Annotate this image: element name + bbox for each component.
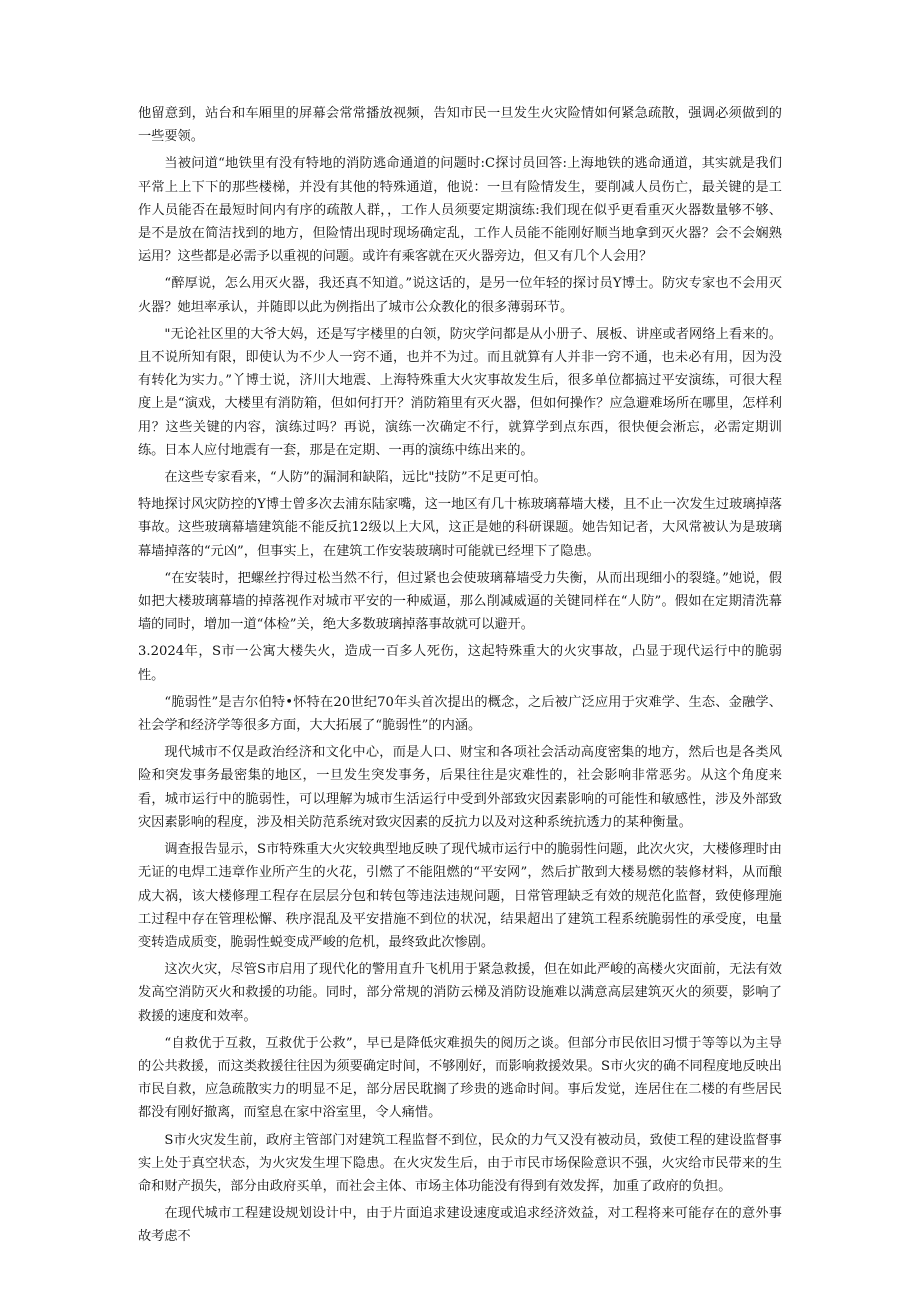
paragraph: “醉厚说，怎么用灭火器，我还真不知道。”说这话的，是另一位年轻的探讨员Y博士。防灾专家也不会用灭火器？她坦率承认，并随即以此为例指出了城市公众教化的很多薄弱环节。 [138, 276, 782, 315]
paragraph: 特地探讨风灾防控的Y博士曾多次去浦东陆家嘴，这一地区有几十栋玻璃幕墙大楼，且不止一次发生过玻璃掉落事故。这些玻璃幕墙建筑能不能反抗12级以上大风，这正是她的科研课题。她告知记者，大风常被认为是玻璃幕墙掉落的“元凶”，但事实上，在建筑工作安装玻璃时可能就已经埋下了隐患。 [138, 497, 782, 559]
paragraph: 3.2024年，S市一公寓大楼失火，造成一百多人死伤，这起特殊重大的火灾事故，凸显于现代运行中的脆弱性。 [138, 644, 782, 683]
document-body [138, 102, 782, 1253]
paragraph: 他留意到，站台和车厢里的屏幕会常常播放视频，告知市民一旦发生火灾险情如何紧急疏散，强调必须做到的一些要领。 [138, 106, 782, 145]
paragraph: “脆弱性”是吉尔伯特•怀特在20世纪70年头首次提出的概念，之后被广泛应用于灾难学、生态、金融学、社会学和经济学等很多方面，大大拓展了“脆弱性”的内涵。 [138, 694, 782, 734]
paragraph: “在安装时，把螺丝拧得过松当然不行，但过紧也会使玻璃幕墙受力失衡，从而出现细小的裂缝。”她说，假如把大楼玻璃幕墙的掉落视作对城市平安的一种威逼，那么削减威逼的关键同样在“人防”。假如在定期清洗幕墙的同时，增加一道“体检”关，绝大多数玻璃掉落事故就可以避开。 [138, 570, 782, 633]
paragraph: 现代城市不仅是政治经济和文化中心，而是人口、财宝和各项社会活动高度密集的地方，然后也是各类风险和突发事务最密集的地区，一旦发生突发事务，后果往往是灾难性的，社会影响非常恶劣。从这个角度来看，城市运行中的脆弱性，可以理解为城市生活运行中受到外部致灾因素影响的可能性和敏感性，涉及外部致灾因素影响的程度，涉及相关防范系统对致灾因素的反抗力以及对这种系统抗透力的某种衡量。 [138, 745, 782, 830]
paragraph: 这次火灾，尽管S市启用了现代化的警用直升飞机用于紧急救援，但在如此严峻的高楼火灾面前，无法有效发高空消防灭火和救援的功能。同时，部分常规的消防云梯及消防设施难以满意高层建筑灭火的须要，影响了救援的速度和效率。 [138, 962, 782, 1024]
paragraph: 当被问道“地铁里有没有特地的消防逃命通道的问题时:C探讨员回答:上海地铁的逃命通道，其实就是我们平常上上下下的那些楼梯，并没有其他的特殊通道，他说：一旦有险情发生，要削减人员伤亡，最关键的是工作人员能否在最短时间内有序的疏散人群，，工作人员须要定期演练:我们现在似乎更看重灭火器数量够不够、是不是放在简洁找到的地方，但险情出现时现场确定乱，工作人员能不能刚好顺当地拿到灭火器？会不会娴熟运用？这些都是必需予以重视的问题。或许有乘客就在灭火器旁边，但又有几个人会用？ [138, 156, 782, 265]
paragraph: “自救优于互救，互救优于公救”，早已是降低灾难损失的阅历之谈。但部分市民依旧习惯于等等以为主导的公共救援，而这类救援往往因为须要确定时间，不够刚好，而影响救援效果。S市火灾的确不同程度地反映出市民自救，应急疏散实力的明显不足，部分居民耽搁了珍贵的逃命时间。事后发觉，连居住在二楼的有些居民都没有刚好撤离，而窒息在家中浴室里，令人痛惜。 [138, 1035, 782, 1121]
paragraph: S市火灾发生前，政府主管部门对建筑工程监督不到位，民众的力气又没有被动员，致使工程的建设监督事实上处于真空状态，为火灾发生埋下隐患。在火灾发生后，由于市民市场保险意识不强，火灾给市民带来的生命和财产损失，部分由政府买单，而社会主体、市场主体功能没有得到有效发挥，加重了政府的负担。 [138, 1132, 782, 1194]
paragraph: "无论社区里的大爷大妈，还是写字楼里的白领，防灾学问都是从小册子、展板、讲座或者网络上看来的。且不说所知有限，即使认为不少人一窍不通，也并不为过。而且就算有人并非一窍不通，也未必有用，因为没有转化为实力。”丫博士说，济川大地震、上海特殊重大火灾事故发生后，很多单位都搞过平安演练，可很大程度上是“演戏，大楼里有消防箱，但如何打开？消防箱里有灭火器，但如何操作？应急避难场所在哪里，怎样利用？这些关键的内容，演练过吗？再说，演练一次确定不行，就算学到点东西，很快便会淅忘，必需定期训练。日本人应付地震有一套，那是在定期、一再的演练中练出来的。 [138, 326, 782, 458]
paragraph: 在这些专家看来，“人防”的漏洞和缺陷，远比"技防”不足更可怕。 [164, 470, 547, 486]
paragraph: 调查报告显示，S市特殊重大火灾较典型地反映了现代城市运行中的脆弱性问题，此次火灾，大楼修理时由无证的电焊工违章作业所产生的火花，引燃了不能阻燃的“平安网”，然后扩散到大楼易燃的装修材料，从而酿成大祸，该大楼修理工程存在层层分包和转包等违法违规问题，日常管理缺乏有效的规范化监督，致使修理施工过程中存在管理松懈、秩序混乱及平安措施不到位的状况，结果超出了建筑工程系统脆弱性的承受度，电量变转造成质变，脆弱性蜕变成严峻的危机，最终致此次惨剧。 [138, 842, 782, 950]
paragraph: 在现代城市工程建设规划设计中，由于片面追求建设速度或追求经济效益，对工程将来可能存在的意外事故考虑不 [138, 1206, 782, 1245]
